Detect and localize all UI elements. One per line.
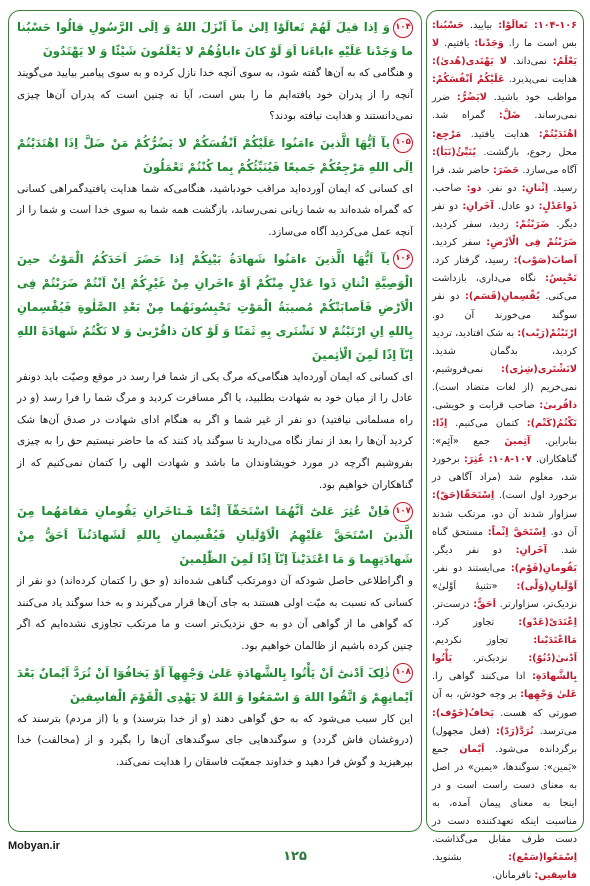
glossary-definition: تجاوز نکردیم. (432, 635, 534, 647)
glossary-definition: بشنوید. (432, 852, 509, 864)
glossary-definition: آگاه می‌سازد. (522, 164, 577, 176)
glossary-term: اهْتَدَیْتُمْ: (538, 128, 577, 140)
arabic-text (17, 247, 413, 367)
glossary-term: حَضَرَ: (492, 164, 520, 176)
glossary-definition: می‌ایستند دو نفر. (432, 562, 511, 574)
verses-column (8, 10, 422, 832)
glossary-term: اِسْتَحَقّا(حَقّ): (432, 490, 495, 502)
glossary-term: یَخافُ(خَوْف): (432, 707, 494, 719)
glossary-term: ذو: (466, 182, 482, 194)
glossary-entry (492, 870, 577, 881)
verse-number-badge: ۱۰۴ (393, 18, 413, 38)
glossary-definition: (فعل مجهول) برگردانده می‌شود. (432, 725, 577, 755)
persian-translation: و اگراطلاعی حاصل شودکه آن دومرتکب گناهی شده‌اند (و حق را کتمان کرده‌اند) دو نفر از کسانی که نسبت به میّت اولی هستند به جای آن‌ها قرار می‌گیرند و به خدا سوگند یاد می‌کنند که گواهی ما از گواهی آن دو به حق نزدیک‌تر است و ما مرتکب تجاوزی نشده‌ایم که اگر چنین کرده باشیم از ظالمان خواهیم بود. (17, 575, 413, 652)
glossary-term: اِثْنانِ: (521, 182, 549, 194)
glossary-entry (432, 635, 577, 646)
glossary-entry (452, 653, 577, 664)
glossary-definition: جمع «یَمین»: سوگندها، «یمین» در اصل به معنای دست راست است و در اینجا به معنای پیمان آمده، به مناسبت اینکه تعهدکننده دست در دست طرف مقابل می‌گذاشت. (432, 743, 577, 846)
verse-107 (17, 499, 413, 657)
glossary-term: اَدْنیٰ(دُنُوّ): (528, 653, 577, 665)
glossary-entry (432, 219, 550, 230)
glossary-term: اِسْتَحَقَّ اِثْماً: (487, 526, 546, 538)
glossary-term: یُنَبِّئُ(نَبَأ): (432, 146, 476, 158)
arabic-text (17, 15, 413, 63)
glossary-term: مَرْجِع: (432, 128, 462, 140)
glossary-entry (494, 201, 577, 212)
glossary-term: ارْتَبْتُمْ(رَیْب): (517, 327, 577, 339)
glossary-definition: ضرر نمی‌رساند. (432, 92, 577, 122)
glossary-entry (432, 617, 577, 628)
glossary-definition: مستحق گناه شد. (432, 526, 577, 556)
glossary-entry (432, 545, 547, 556)
glossary-term: ضَرَبْتُمْ فِی الْاَرْضِ: (486, 237, 577, 249)
verse-106 (17, 247, 413, 497)
glossary-term: تَحْبِسُ: (545, 273, 577, 285)
glossary-definition: نمی‌داند. (512, 56, 553, 68)
glossary-term: اِعْتَدَیْ(عَدْو): (518, 617, 577, 629)
glossary-term: آثِمینَ (504, 436, 531, 448)
glossary-term: یَأْتُوا بِالشَّهادَةِ: (432, 653, 577, 683)
glossary-definition: دو نفر سوگند می‌خورند آن دو. (432, 291, 577, 321)
glossary-definition: سفر کردید. (432, 237, 487, 249)
glossary-term: ۱۰۴-۱۰۶: تَعالَوْا: (498, 20, 577, 31)
arabic-text (17, 131, 413, 179)
persian-translation: و هنگامی که به آن‌ها گفته شود، به سوی آنچه خدا نازل کرده و به سوی پیامبر بیایید می‌گویند آنچه را از پدران خود یافته‌ایم ما را بس است، آیا نه چنین است که پدران آن‌ها چیزی نمی‌دانستند و هدایت نیافته بودند؟ (17, 67, 413, 123)
glossary-definition: سزاوار شدند آن دو، مرتکب شدند آن دو. (432, 508, 577, 538)
glossary-definition: هدایت نمی‌پذیرد. (508, 74, 577, 86)
glossary-entry (432, 364, 577, 393)
verse-number-badge: ۱۰۶ (393, 249, 413, 269)
persian-translation: ای کسانی که ایمان آورده‌اید هنگامی‌که مرگ یکی از شما فرا رسد در موقع وصیّت باید دونفر عادل را از میان خود به شهادت بطلبید، یا اگر مسافرت کردید و مرگ شما را فرا رسد (و در راه مسلمانی نیافتید) دو نفر از غیر شما و اگر به هنگام ادای شهادت در صدق آن‌ها شک کردید آن‌ها را بعد از نماز نگاه می‌دارید تا سوگند یاد کنند که ما حاضر نیستیم حق را به چیزی بفروشیم اگرچه در مورد خویشاوندان ما باشد و شهادت الهی را کتمان نمی‌کنیم که از گناهکاران خواهیم بود. (17, 370, 413, 491)
glossary-term: لانَشْتَری(شِرٰی): (501, 363, 577, 375)
glossary-term: اِسْمَعُوا(سَمْع): (508, 852, 577, 864)
glossary-term: یُقْسِمانِ(قَسَم): (465, 291, 540, 303)
arabic-text-body: وَ اِذا قیلَ لَهُمْ تَعالَوْا اِلیٰ مآ اَنْزَلَ اللهُ وَ اِلَی الرَّسُولِ قالُوا حَسْبُنا ما وَجَدْنا عَلَیْهِ ءاباءَنا اَوَ لَوْ کانَ ءاباؤُهُمْ لا یَعْلَمُونَ شَیْئًا وَ لا یَهْتَدُونَ (17, 20, 413, 58)
glossary-entry (439, 38, 504, 49)
glossary-term: اِذًا: (432, 418, 448, 430)
glossary-column (426, 10, 584, 882)
glossary-term: ذَواعَدْلٍ: (538, 200, 577, 212)
verse-number-badge: ۱۰۷ (393, 502, 413, 522)
page-number: ۱۲۵ (283, 849, 307, 864)
arabic-text-body: فَاِنْ عُثِرَ عَلیٰٓ اَنَّهُمَا اسْتَحَقّآ اِثْمًا فَـئاخَرانِ یَقُومانِ مَقامَهُما مِنَ الَّذینَ اسْتَحَقَّ عَلَیْهِمُ الْاَوْلَیانِ فَیُقْسِمانِ بِاللهِ لَشَهادَتُنآ اَحَقُّ مِنْ شَهادَتِهِما وَ مَا اعْتَدَیْنآ اِنّآ اِذًا لَمِنَ الظّٰلِمینَ (17, 504, 413, 567)
glossary-definition: دو عادل. (498, 200, 539, 212)
glossary-term: آخَرانِ: (462, 200, 494, 212)
glossary-term: عَلَیْکُمْ اَنْفُسَکُمْ: (432, 74, 505, 86)
glossary-term: یَقُومانِ(قَوْم): (510, 562, 577, 574)
glossary-entry (432, 255, 577, 266)
glossary-term: اَصابَ(صَوْب): (513, 255, 577, 267)
glossary-definition: درست‌تر. (432, 599, 474, 610)
glossary-definition: زدید، سفر کردید. (432, 219, 516, 231)
glossary-definition: رسید، گرفتار کرد. (432, 255, 514, 267)
arabic-text (17, 661, 413, 709)
glossary-term: حَسْبُنا: (432, 20, 464, 31)
site-watermark: Mobyan.ir (8, 840, 60, 852)
glossary-term: ضَرَبْتُمْ: (515, 219, 550, 231)
verse-104 (17, 15, 413, 128)
glossary-definition: صاحب. (432, 182, 467, 194)
verse-105 (17, 131, 413, 244)
glossary-definition: بنابراین. (544, 436, 577, 448)
glossary-term: تُرَدَّ(رَدّ): (496, 725, 534, 737)
glossary-definition: برخورد شد، معلوم شد (مراد آگاهی در برخورد اول است). (432, 454, 577, 502)
glossary-definition: بس است ما را. (508, 38, 577, 50)
verse-108 (17, 661, 413, 774)
arabic-text (17, 499, 413, 571)
glossary-term: ۱۰۷-۱۰۸: عُثِرَ: (463, 454, 532, 466)
glossary-definition: محل رجوع، بازگشت. (483, 146, 577, 158)
glossary-definition: دو نفر دیگر. (432, 200, 577, 231)
glossary-entry (432, 237, 577, 248)
glossary-term: ذاقُربیٰ: (539, 399, 577, 411)
glossary-term: اَحَقُّ: (473, 599, 496, 610)
glossary-entry (432, 328, 577, 357)
glossary-term: ضَلَّ: (498, 110, 521, 122)
persian-translation: ای کسانی که ایمان آورده‌اید مراقب خودباشید، هنگامی‌که شما هدایت یافتیدگمراهی کسانی که گمراه شده‌اند به شما زیانی نمی‌رساند، بازگشت همه شما به سوی خدا است و شما را از آنچه عمل می‌کردید آگاه می‌سازد. (17, 182, 413, 238)
glossary-definition: گمراه شد. (432, 110, 499, 122)
arabic-text-body: یآ اَیُّهَا الَّذینَ ءامَنُوا شَهادَةُ بَیْنِکُمْ اِذا حَضَرَ اَحَدَکُمُ الْمَوْتُ حینَ الْوَصِیَّةِ اثْنانِ ذَوا عَدْلٍ مِنْکُمْ اَوْ ءاخَرانِ مِنْ غَیْرِکُمْ اِنْ اَنْتُمْ ضَرَبْتُمْ فِی الْاَرْضِ فَاَصابَتْکُمْ مُصیبَةُ الْمَوْتِ تَحْبِسُونَهُما مِنْ بَعْدِ الصَّلٰوةِ فَیُقْسِمانِ بِاللهِ اِنِ ارْتَبْتُمْ لا نَشْتَری بِهِ ثَمَنًا وَ لَوْ کانَ ذاقُرْبیٰ وَ لا نَکْتُمُ شَهادَةَ اللهِ اِنّآ اِذًا لَمِنَ الْاٰثِمینَ (17, 251, 413, 362)
glossary-definition: بر وجه خودش، به آن صورتی که هست. (432, 689, 577, 719)
glossary-term: اَیْمان (459, 743, 485, 755)
glossary-term: اَوْلَیانِ(وَلْی): (516, 580, 577, 592)
glossary-term: لایَضُرُّ: (456, 92, 487, 104)
glossary-definition: نگاه می‌داری، بازداشت می‌کنی. (432, 273, 577, 303)
verse-number-badge: ۱۰۸ (393, 663, 413, 683)
glossary-term: مَااعْتَدَیْنا: (533, 635, 577, 647)
glossary-entry (432, 400, 577, 411)
glossary-entry (432, 110, 521, 121)
glossary-definition: می‌ترسد. (539, 725, 577, 737)
glossary-entry (461, 129, 577, 140)
glossary-definition: مواظب خود باشید. (493, 92, 577, 104)
glossary-entry (464, 20, 577, 31)
glossary-term: نَکْتُمُ(کَتْم): (526, 418, 577, 430)
glossary-term: لا یَعْلَمُ: (432, 38, 577, 68)
glossary-term: لا یَهْتَدی(هُدیٰ): (432, 56, 508, 68)
glossary-definition: به شک افتادید، تردید کردید، بدگمان شدید. (432, 327, 577, 357)
glossary-definition: تجاوز کرد. (432, 617, 519, 629)
glossary-definition: نزدیک‌تر. (472, 653, 529, 665)
glossary-definition: دو نفر. (486, 182, 522, 194)
glossary-term: وَجَدْنا: (474, 38, 504, 50)
glossary-definition: ادا می‌کنند گواهی را. (432, 671, 533, 683)
glossary-term: عَلیٰ وَجْهِها: (520, 689, 578, 701)
glossary-entry (432, 183, 481, 194)
glossary-entry (432, 744, 577, 845)
glossary-entry (481, 183, 548, 194)
arabic-text-body: ذٰلِکَ اَدْنیٰٓ اَنْ یَأْتُوا بِالشَّهادَةِ عَلیٰ وَجْهِهآ اَوْ یَخافُوٓا اَنْ تُرَدَّ اَیْمانٌ بَعْدَ اَیْمانِهِمْ وَ اتَّقُوا اللهَ وَ اسْمَعُوا وَ اللهُ لا یَهْدِی الْقَوْمَ الْفاسِقینَ (17, 665, 413, 704)
glossary-definition: هدایت یافتید. (470, 128, 539, 140)
glossary-definition: نمی‌فروشیم، نمی‌خریم (از لغات متضاد است). (432, 363, 577, 393)
glossary-entry (447, 418, 577, 429)
glossary-definition: جمع «آثِم»: گناهکاران. (432, 436, 577, 466)
glossary-definition: حاضر شد، فرا رسید. (432, 164, 577, 194)
glossary-definition: بیایید. (470, 20, 499, 31)
glossary-term: آخَرانِ: (515, 544, 548, 556)
verse-number-badge: ۱۰۵ (393, 133, 413, 153)
arabic-text-body: یآ اَیُّهَا الَّذینَ ءامَنُوا عَلَیْکُمْ اَنْفُسَکُمْ لا یَضُرُّکُمْ مَنْ ضَلَّ اِذَا اهْتَدَیْتُمْ اِلَی اللهِ مَرْجِعُکُمْ جَمیعًا فَیُنَبِّئُکُمْ بِما کُنْتُمْ تَعْمَلُونَ (17, 135, 413, 174)
glossary-definition: دو نفر دیگر. (432, 544, 516, 556)
glossary-definition: «تثنیهٔ اَوْلیٰ» نزدیک‌تر، سزاوارتر. (432, 580, 577, 610)
persian-translation: این کار سبب می‌شود که به حق گواهی دهند (و از خدا بترسند) و یا (از مردم) بترسند که (دروغشان فاش گردد) و سوگندهایی جای سوگندهای آن‌ها را بگیرد و از (مخالفت) خدا بپرهیزید و گوش فرا دهید و خداوند جمعیّت فاسقان را هدایت نمی‌کند. (17, 712, 413, 768)
glossary-definition: یافتیم. (444, 38, 475, 50)
glossary-term: فاسِقین: (534, 870, 577, 882)
glossary-definition: صاحب قرابت و خویشی. (432, 399, 540, 411)
glossary-entry (432, 599, 496, 610)
glossary-definition: کتمان می‌کنیم. (455, 418, 527, 430)
glossary-definition: نافرمانان. (492, 870, 535, 882)
glossary-entry (432, 563, 577, 574)
